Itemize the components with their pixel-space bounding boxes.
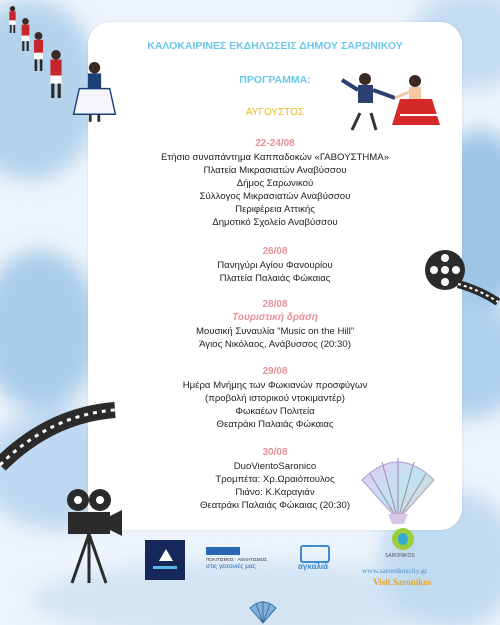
month-heading: ΑΥΓΟΥΣΤΟΣ — [245, 107, 305, 118]
event-line: Πλατεία Μικρασιατών Αναβύσσου — [203, 165, 347, 176]
event-line: Μουσική Συναυλία “Music on the Hill” — [195, 326, 355, 337]
program-heading: ΠΡΟΓΡΑΜΜΑ: — [239, 74, 311, 86]
event-line: Άγιος Νικόλαος, Ανάβυσσος (20:30) — [199, 339, 351, 350]
event-line: Πλατεία Παλαιάς Φώκαιας — [219, 273, 331, 284]
event-line: Δημοτικό Σχολείο Αναβύσσου — [212, 217, 338, 228]
event-date: 22-24/08 — [255, 138, 295, 149]
event-line: Ετήσιο συναπάντημα Καππαδοκών «ΓΑΒΟΥΣΤΗΜΑ» — [160, 152, 390, 163]
agkalia-text: αγκαλιά — [298, 562, 329, 571]
event-line: Θεατράκι Παλαιάς Φώκαιας — [216, 419, 334, 430]
event-line: (προβολή ιστορικού ντοκιμαντέρ) — [205, 393, 345, 404]
event-line: Δήμος Σαρωνικού — [236, 178, 314, 189]
partner-tagline: στις γειτονιές μας — [206, 563, 256, 570]
couple-dancers-illustration — [340, 70, 450, 135]
website-link[interactable]: www.saronikoscity.gr — [362, 566, 428, 575]
event-line: DuoVientoSaronico — [233, 461, 317, 472]
event-line: Τρομπέτα: Χρ.Ωραιόπουλος — [215, 474, 335, 485]
partner-small-text: ΠΟΛΙΤΙΣΜΟΣ · ΑΘΛΗΤΙΣΜΟΣ — [206, 557, 267, 562]
film-strip-illustration — [0, 395, 120, 475]
seashell-illustration — [358, 452, 438, 527]
event-subtitle: Τουριστική δράση — [232, 312, 318, 323]
event-line: Πανηγύρι Αγίου Φανουρίου — [217, 260, 333, 271]
municipality-logo — [145, 540, 185, 580]
saronikos-text: SARONIKOS — [385, 553, 415, 559]
movie-camera-icon — [60, 488, 130, 588]
visit-saronikos-text: Visit Saronikos — [373, 577, 432, 587]
film-reel-icon — [420, 240, 500, 310]
dancers-line-illustration — [0, 0, 140, 140]
event-line: Περιφέρεια Αττικής — [235, 204, 315, 215]
event-line: Ημέρα Μνήμης των Φωκιανών προσφύγων — [182, 380, 368, 391]
event-line: Θεατράκι Παλαιάς Φώκαιας (20:30) — [199, 500, 351, 511]
small-shell-icon — [248, 598, 278, 625]
event-line: Πιάνο: Κ.Καραγιάν — [235, 487, 315, 498]
saronikos-logo — [380, 528, 430, 564]
event-line: Φωκαέων Πολιτεία — [235, 406, 315, 417]
agkalia-logo — [296, 545, 336, 575]
neighborhoods-logo — [206, 547, 276, 575]
event-date: 28/08 — [262, 299, 288, 310]
event-date: 30/08 — [262, 447, 288, 458]
page-title: ΚΑΛΟΚΑΙΡΙΝΕΣ ΕΚΔΗΛΩΣΕΙΣ ΔΗΜΟΥ ΣΑΡΩΝΙΚΟΥ — [147, 40, 403, 52]
event-date: 29/08 — [262, 366, 288, 377]
event-date: 26/08 — [262, 246, 288, 257]
event-line: Σύλλογος Μικρασιατών Αναβύσσου — [199, 191, 351, 202]
